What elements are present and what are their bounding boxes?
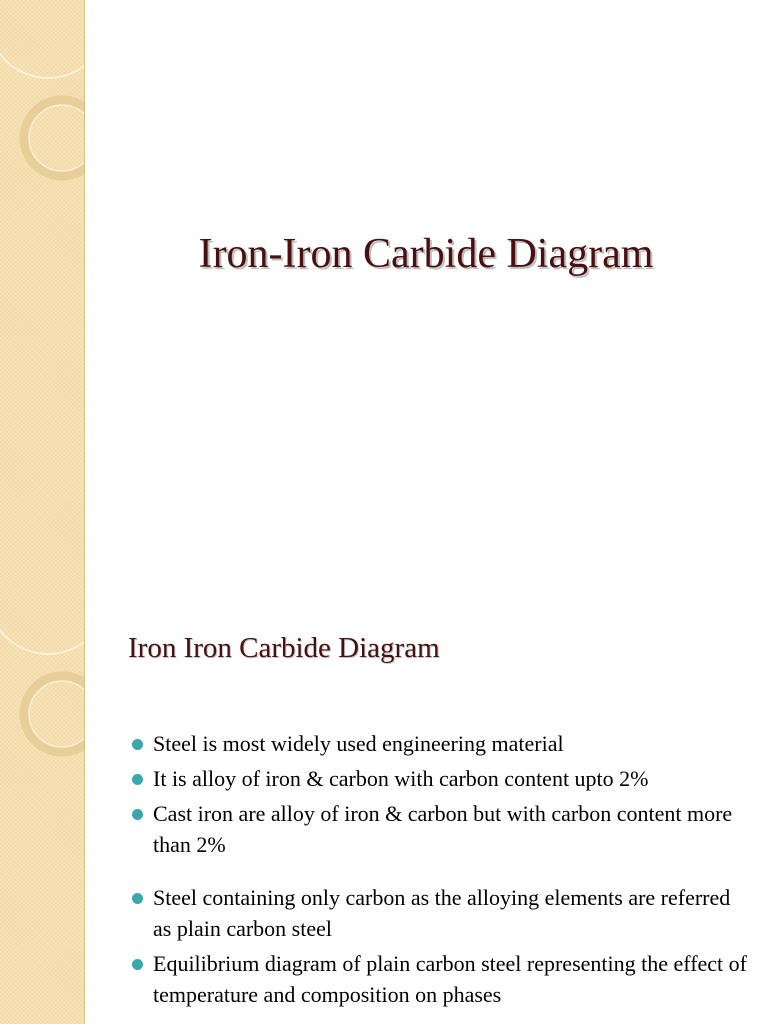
bullet-icon <box>132 959 143 970</box>
bullet-text: Equilibrium diagram of plain carbon steel representing the effect of temperature and composition on phases <box>153 951 747 1007</box>
list-item <box>128 948 748 1010</box>
slide-title: Iron-Iron Carbide Diagram <box>198 231 654 277</box>
slide-heading: Iron Iron Carbide Diagram <box>128 632 440 664</box>
bullet-list <box>128 728 748 1014</box>
decorative-side-band <box>0 0 85 576</box>
bullet-text: Steel is most widely used engineering material <box>153 731 564 756</box>
decorative-circles-icon <box>0 0 84 576</box>
decorative-circles-icon <box>0 576 84 1024</box>
bullet-icon <box>132 893 143 904</box>
bullet-icon <box>132 809 143 820</box>
bullet-text: Steel containing only carbon as the alloying elements are referred as plain carbon steel <box>153 885 731 941</box>
list-item <box>128 882 748 944</box>
bullet-text: It is alloy of iron & carbon with carbon content upto 2% <box>153 766 649 791</box>
bullet-text: Cast iron are alloy of iron & carbon but with carbon content more than 2% <box>153 801 733 857</box>
bullet-icon <box>132 739 143 750</box>
list-item <box>128 728 748 759</box>
list-item <box>128 798 748 860</box>
slide-2 <box>0 576 768 1024</box>
bullet-icon <box>132 774 143 785</box>
decorative-side-band <box>0 576 85 1024</box>
list-item <box>128 763 748 794</box>
